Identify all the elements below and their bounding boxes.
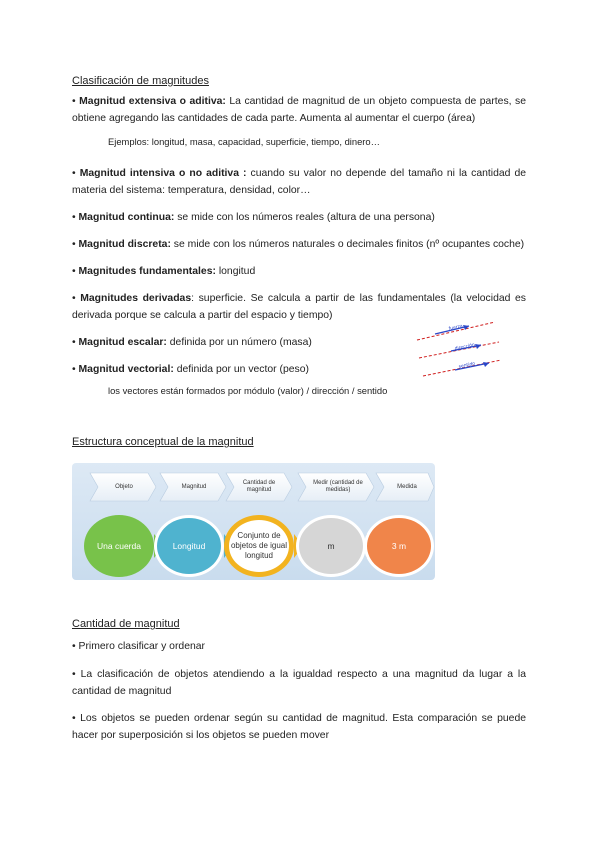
term-escalar: Magnitud escalar: (78, 337, 167, 348)
concept-structure-diagram (72, 463, 435, 580)
paragraph-intensiva (72, 165, 526, 199)
step-circle-medir: m (296, 515, 366, 577)
bullet: • (72, 364, 76, 375)
step-header-cantidad: Cantidad de magnitud (242, 480, 276, 493)
paragraph-cantidad-2 (72, 666, 526, 700)
step-circle-magnitud: Longitud (154, 515, 224, 577)
paragraph-escalar (72, 334, 402, 351)
examples-extensiva: Ejemplos: longitud, masa, capacidad, superficie, tiempo, dinero… (108, 136, 381, 147)
sketch-label-direccion: dirección (454, 342, 476, 352)
definition-discreta: se mide con los números naturales o decimales finitos (nº ocupantes coche) (173, 239, 525, 250)
bullet: • (72, 337, 76, 348)
section-heading-cantidad: Cantidad de magnitud (72, 618, 180, 630)
bullet: • (72, 212, 76, 223)
definition-fundamentales: longitud (218, 266, 256, 277)
paragraph-extensiva (72, 93, 526, 127)
text-cantidad-2: La clasificación de objetos atendiendo a la igualdad respecto a una magnitud da lugar a la cantidad de magnitud (72, 669, 527, 697)
vector-sketch-image (415, 318, 505, 380)
term-continua: Magnitud continua: (78, 212, 175, 223)
step-circle-objeto: Una cuerda (84, 515, 154, 577)
paragraph-discreta (72, 236, 526, 253)
bullet: • (72, 641, 76, 652)
bullet: • (72, 96, 76, 107)
bullet: • (72, 669, 76, 680)
bullet: • (72, 266, 76, 277)
definition-escalar: definida por un número (masa) (169, 337, 312, 348)
step-header-objeto: Objeto (115, 483, 133, 490)
definition-vectorial: definida por un vector (peso) (176, 364, 309, 375)
bullet: • (72, 293, 76, 304)
term-derivadas: Magnitudes derivadas (80, 293, 192, 304)
term-intensiva: Magnitud intensiva o no aditiva : (79, 168, 247, 179)
paragraph-cantidad-1 (72, 638, 526, 655)
term-fundamentales: Magnitudes fundamentales: (78, 266, 216, 277)
step-circle-cantidad: Conjunto de objetos de igual longitud (224, 515, 294, 577)
step-header-magnitud: Magnitud (181, 483, 207, 490)
text-cantidad-1: Primero clasificar y ordenar (78, 641, 205, 652)
sketch-label-fuerza: fuerza (448, 324, 464, 332)
paragraph-cantidad-3 (72, 710, 526, 744)
step-header-medida: Medida (397, 483, 417, 490)
bullet: • (72, 168, 76, 179)
term-vectorial: Magnitud vectorial: (78, 364, 174, 375)
text-cantidad-3: Los objetos se pueden ordenar según su cantidad de magnitud. Esta comparación se puede hacer por superposición si los objetos se pueden mover (72, 713, 526, 741)
bullet: • (72, 239, 76, 250)
bullet: • (72, 713, 76, 724)
term-discreta: Magnitud discreta: (78, 239, 171, 250)
definition-extensiva: La cantidad de magnitud de un objeto compuesta de partes, se obtiene agregando las cantidades de cada parte. Aumenta al aumentar el cuerpo (área) (72, 96, 527, 124)
paragraph-fundamentales (72, 263, 526, 280)
vector-note: los vectores están formados por módulo (valor) / dirección / sentido (108, 385, 388, 396)
section-heading-clasificacion: Clasificación de magnitudes (72, 75, 209, 87)
term-extensiva: Magnitud extensiva o aditiva: (79, 96, 226, 107)
definition-derivadas: : superficie. Se calcula a partir de las fundamentales (la velocidad es derivada porque se calcula a partir del espacio y tiempo) (72, 293, 526, 321)
step-circle-medida: 3 m (364, 515, 434, 577)
section-heading-estructura: Estructura conceptual de la magnitud (72, 436, 254, 448)
definition-intensiva: cuando su valor no depende del tamaño ni la cantidad de materia del sistema: temperatura, densidad, color… (72, 168, 526, 196)
definition-continua: se mide con los números reales (altura de una persona) (177, 212, 435, 223)
paragraph-vectorial (72, 361, 402, 378)
step-header-medir: Medir (cantidad de medidas) (313, 480, 363, 493)
sketch-label-sentido: sentido (458, 361, 476, 370)
paragraph-continua (72, 209, 526, 226)
